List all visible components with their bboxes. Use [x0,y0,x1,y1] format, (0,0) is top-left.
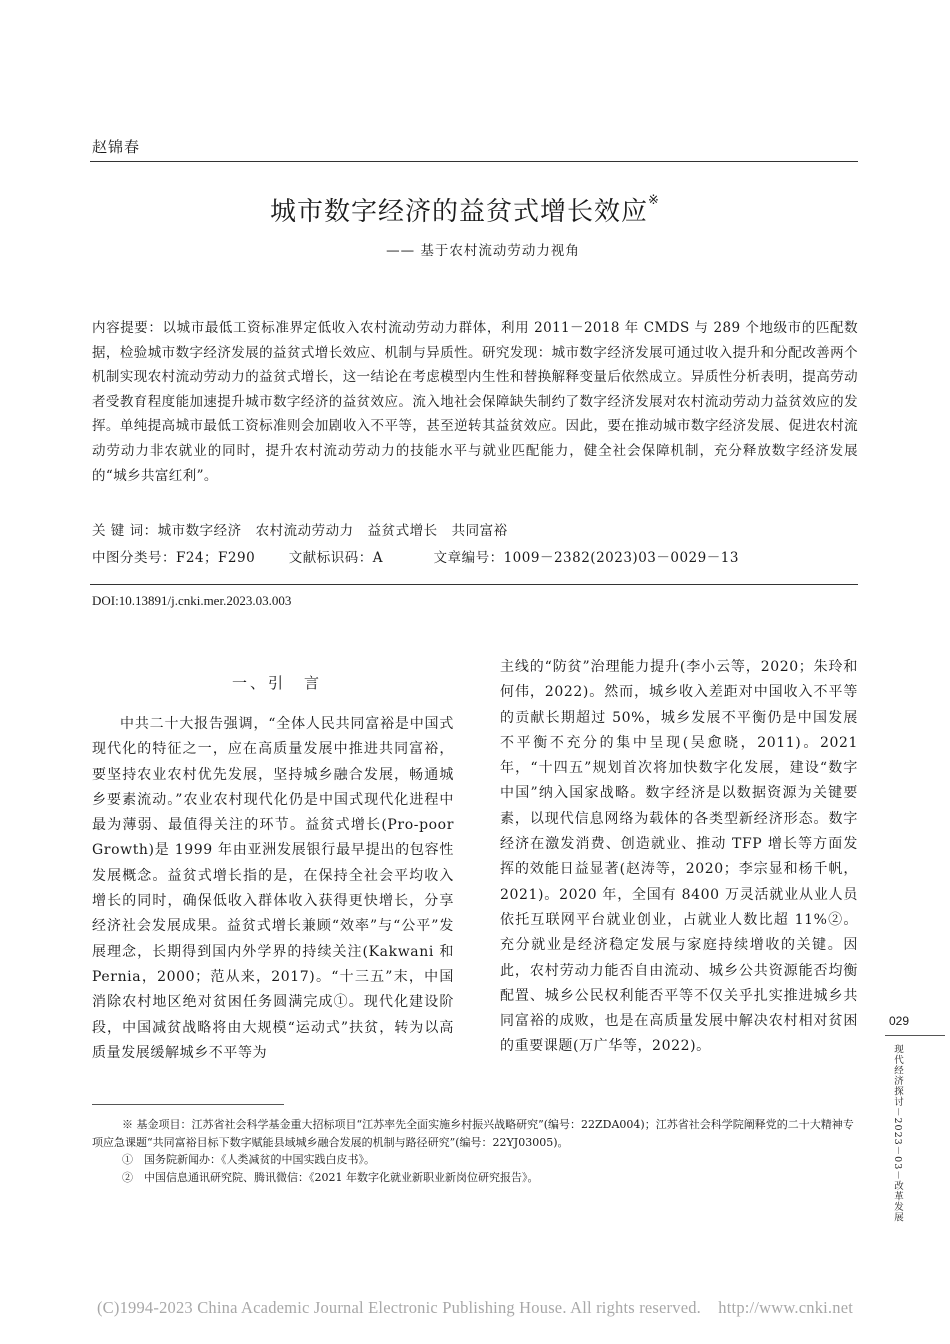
header-rule [90,161,858,162]
clc-number: 中图分类号：F24；F290 [92,550,256,566]
paragraph: 中共二十大报告强调，“全体人民共同富裕是中国式现代化的特征之一，应在高质量发展中推进共同富裕，要坚持农业农村优先发展，坚持城乡融合发展，畅通城乡要素流动。”农业农村现代化仍是中国式现代化进程中最为薄弱、最值得关注的环节。益贫式增长(Pro-poor Growth)是 1999 年由亚洲发展银行最早提出的包容性发展概念。益贫式增长指的是，在保持全社会平均收入增长的同时，确保低收入群体收入获得更快增长，分享经济社会发展成果。益贫式增长兼顾“效率”与“公平”发展理念，长期得到国内外学界的持续关注(Kakwani 和 Pernia，2000；范从来，2017)。“十三五”末，中国消除农村地区绝对贫困任务圆满完成①。现代化建设阶段，中国减贫战略将由大规模“运动式”扶贫，转为以高质量发展缓解城乡不平等为 [92,716,454,1061]
copyright-footer: (C)1994-2023 China Academic Journal Electronic Publishing House. All rights reserved. http://www.cnki.net [96,1298,854,1317]
sidebar-rule [885,1035,945,1036]
doi-link[interactable]: DOI:10.13891/j.cnki.mer.2023.03.003 [92,593,292,608]
footnote-2: ② 中国信息通讯研究院、腾讯微信：《2021 年数字化就业新职业新岗位研究报告》。 [122,1170,539,1184]
left-column [92,712,454,1066]
title-footnote-mark: ※ [648,193,660,208]
classification-row [92,546,739,566]
right-column [500,655,858,1060]
abstract: 内容提要：以城市最低工资标准界定低收入农村流动劳动力群体，利用 2011－2018 年 CMDS 与 289 个地级市的匹配数据，检验城市数字经济发展的益贫式增长效应、机制与异质性。研究发现：城市数字经济发展可通过收入提升和分配改善两个机制实现农村流动劳动力的益贫式增长，这一结论在考虑模型内生性和替换解释变量后依然成立。异质性分析表明，提高劳动者受教育程度能加速提升城市数字经济的益贫效应。流入地社会保障缺失制约了数字经济发展对农村流动劳动力益贫效应的发挥。单纯提高城市最低工资标准则会加剧收入不平等，甚至逆转其益贫效应。因此，要在推动城市数字经济发展、促进农村流动劳动力非农就业的同时，提升农村流动劳动力的技能水平与就业匹配能力，健全社会保障机制，充分释放数字经济发展的“城乡共富红利”。 [92,320,858,484]
article-title [0,191,930,228]
page-number: 029 [889,1014,910,1028]
footnote-fund: ※ 基金项目：江苏省社会科学基金重大招标项目“江苏率先全面实施乡村振兴战略研究”(编号：22ZDA004)；江苏省社会科学院阐释党的二十大精神专项应急课题“共同富裕目标下数字赋能县域城乡融合发展的机制与路径研究”(编号：22YJ03005)。 [92,1118,854,1149]
section-heading: 一、引 言 [232,674,323,692]
footnotes [92,1116,862,1186]
author-name: 赵锦春 [92,138,141,156]
keywords: 关 键 词：城市数字经济 农村流动劳动力 益贫式增长 共同富裕 [92,523,508,539]
paragraph: 主线的“防贫”治理能力提升(李小云等，2020；朱玲和何伟，2022)。然而，城乡收入差距对中国收入不平等的贡献长期超过 50%，城乡发展不平衡仍是中国发展不平衡不充分的集中呈现(吴愈晓，2011)。2021 年，“十四五”规划首次将加快数字化发展，建设“数字中国”纳入国家战略。数字经济是以数据资源为关键要素，以现代信息网络为载体的各类型新经济形态。数字经济在激发消费、创造就业、推动 TFP 增长等方面发挥的效能日益显著(赵涛等，2020；李宗显和杨千帆，2021)。2020 年，全国有 8400 万灵活就业从业人员依托互联网平台就业创业，占就业人数比超 11%②。充分就业是经济稳定发展与家庭持续增收的关键。因此，农村劳动力能否自由流动、城乡公共资源能否均衡配置、城乡公民权利能否平等不仅关乎扎实推进城乡共同富裕的成败，也是在高质量发展中解决农村相对贫困的重要课题(万广华等，2022)。 [500,659,858,1055]
meta-rule [90,584,858,585]
title-text: 城市数字经济的益贫式增长效应 [270,197,649,227]
footnote-rule [92,1104,284,1105]
article-subtitle: —— 基于农村流动劳动力视角 [386,243,580,259]
article-number: 文章编号：1009－2382(2023)03－0029－13 [433,550,739,566]
footnote-1: ① 国务院新闻办：《人类减贫的中国实践白皮书》。 [122,1153,375,1166]
document-code: 文献标识码：A [288,550,384,566]
journal-name-vertical: 现代经济探讨－2023－03－改革发展 [892,1044,903,1223]
